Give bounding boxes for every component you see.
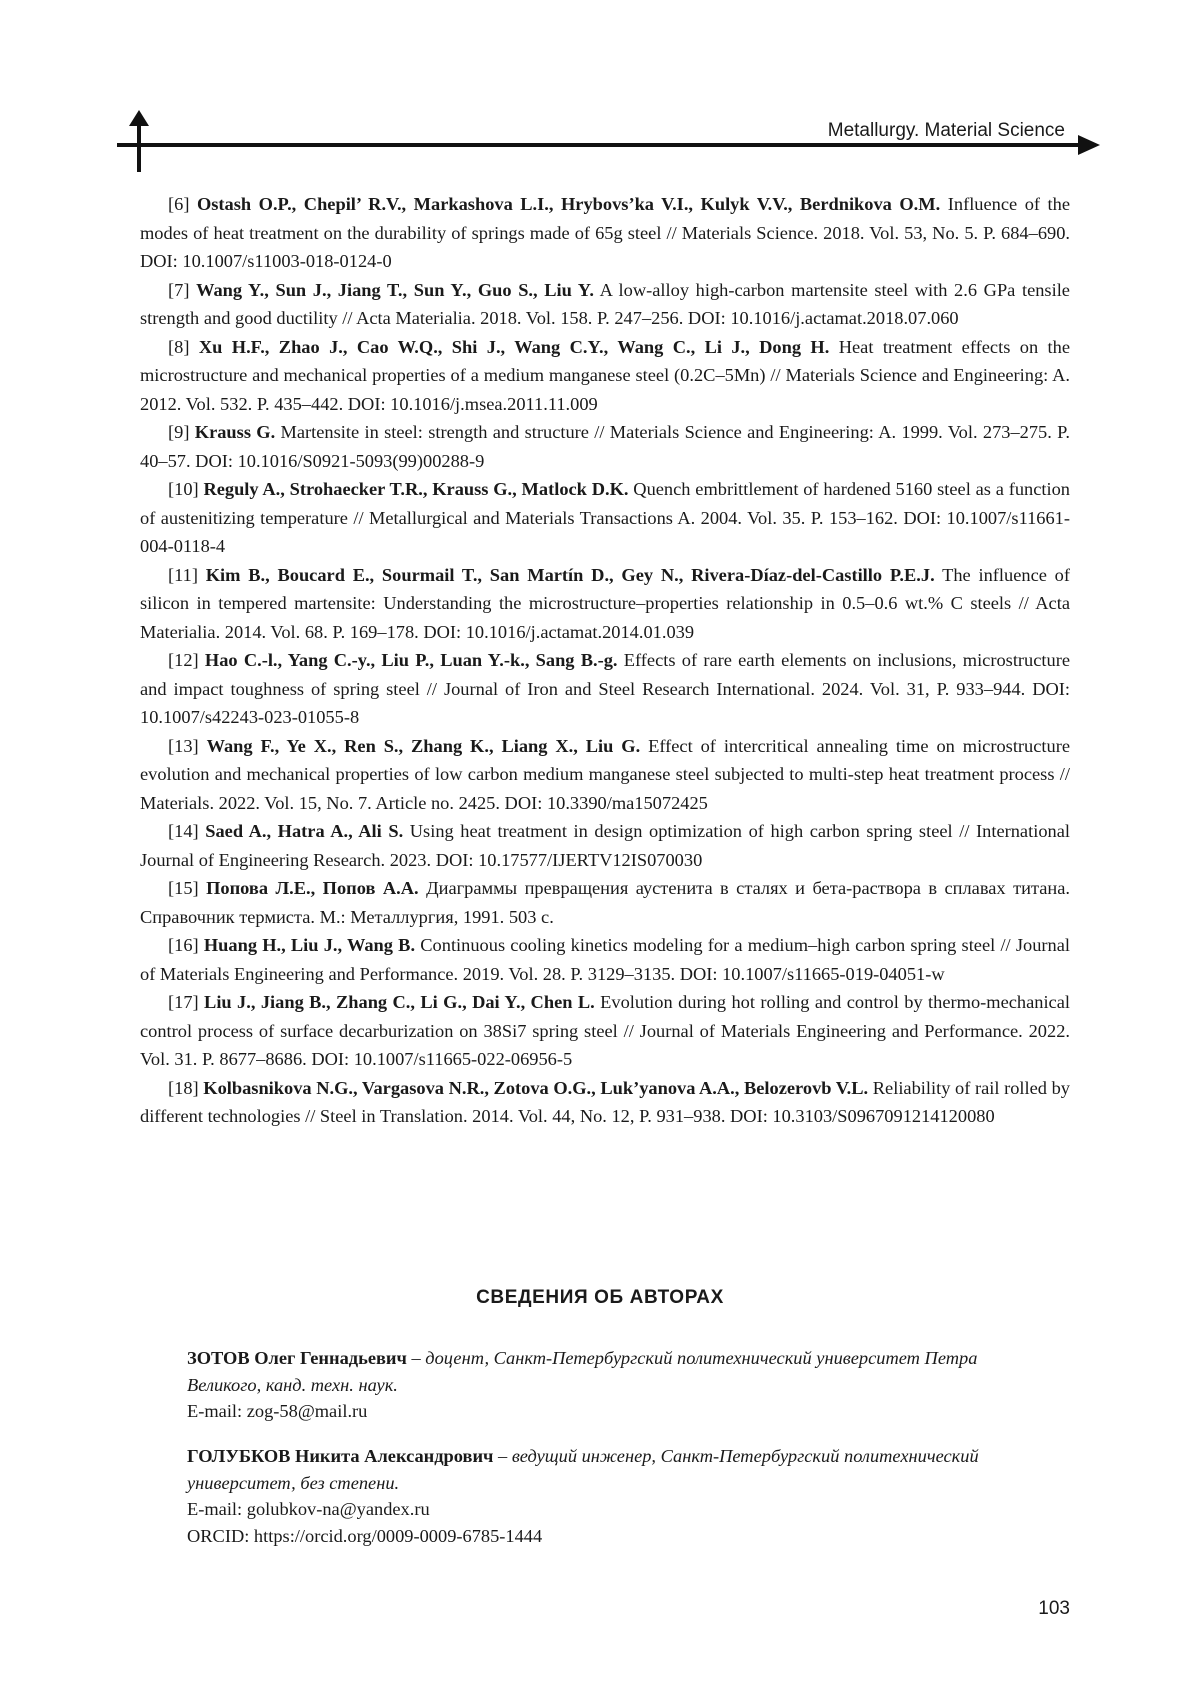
running-header xyxy=(0,0,1200,180)
reference-authors: Reguly A., Strohaecker T.R., Krauss G., Matlock D.K. xyxy=(203,479,628,499)
reference-number: [14] xyxy=(168,821,199,841)
reference-number: [6] xyxy=(168,194,189,214)
author-info xyxy=(187,1345,1047,1425)
reference-number: [11] xyxy=(168,565,198,585)
reference-text: Effects of rare earth elements on inclusions, microstructure and impact toughness of spring steel // Journal of Iron and Steel Research International. 2024. Vol. 31, P. 933–944. DOI: 10.1007/s42243-023-01055-8 xyxy=(140,650,1070,727)
reference-item xyxy=(140,561,1070,647)
reference-authors: Liu J., Jiang B., Zhang C., Li G., Dai Y., Chen L. xyxy=(204,992,595,1012)
reference-authors: Hao C.-l., Yang C.-y., Liu P., Luan Y.-k., Sang B.-g. xyxy=(205,650,618,670)
header-arrow-rule xyxy=(0,0,1200,180)
author-dash: – xyxy=(493,1446,511,1466)
reference-text: Influence of the modes of heat treatment on the durability of springs made of 65g steel // Materials Science. 2018. Vol. 53, No. 5. P. 684–690. DOI: 10.1007/s11003-018-0124-0 xyxy=(140,194,1070,271)
author-email: E-mail: zog-58@mail.ru xyxy=(187,1398,1047,1425)
reference-number: [9] xyxy=(168,422,189,442)
author-name: ЗОТОВ Олег Геннадьевич xyxy=(187,1348,407,1368)
reference-authors: Ostash O.P., Chepil’ R.V., Markashova L.I., Hrybovs’ka V.I., Kulyk V.V., Berdnikova O.M. xyxy=(197,194,940,214)
reference-text: A low-alloy high-carbon martensite steel with 2.6 GPa tensile strength and good ductility // Acta Materialia. 2018. Vol. 158. P. 247–256. DOI: 10.1016/j.actamat.2018.07.060 xyxy=(140,280,1070,329)
reference-item xyxy=(140,475,1070,561)
reference-number: [12] xyxy=(168,650,199,670)
reference-text: Effect of intercritical annealing time on microstructure evolution and mechanical properties of low carbon medium manganese steel subjected to multi-step heat treatment process // Materials. 2022. Vol. 15, No. 7. Article no. 2425. DOI: 10.3390/ma15072425 xyxy=(140,736,1070,813)
reference-item xyxy=(140,874,1070,931)
reference-authors: Xu H.F., Zhao J., Cao W.Q., Shi J., Wang C.Y., Wang C., Li J., Dong H. xyxy=(199,337,829,357)
reference-number: [17] xyxy=(168,992,199,1012)
reference-number: [18] xyxy=(168,1078,199,1098)
author-dash: – xyxy=(407,1348,425,1368)
reference-item xyxy=(140,931,1070,988)
reference-number: [10] xyxy=(168,479,199,499)
reference-text: Quench embrittlement of hardened 5160 steel as a function of austenitizing temperature // Metallurgical and Materials Transactions A. 2004. Vol. 35. P. 153–162. DOI: 10.1007/s11661-004-0118-4 xyxy=(140,479,1070,556)
reference-list xyxy=(140,190,1070,1131)
reference-item xyxy=(140,646,1070,732)
reference-authors: Kim B., Boucard E., Sourmail T., San Martín D., Gey N., Rivera-Díaz-del-Castillo P.E.J. xyxy=(206,565,935,585)
reference-item xyxy=(140,333,1070,419)
reference-item xyxy=(140,988,1070,1074)
authors-section-title: СВЕДЕНИЯ ОБ АВТОРАХ xyxy=(0,1287,1200,1309)
reference-number: [16] xyxy=(168,935,199,955)
reference-text: Martensite in steel: strength and structure // Materials Science and Engineering: A. 1999. Vol. 273–275. P. 40–57. DOI: 10.1016/S0921-5093(99)00288-9 xyxy=(140,422,1070,471)
page-number: 103 xyxy=(1038,1598,1070,1620)
reference-text: The influence of silicon in tempered martensite: Understanding the microstructure–properties relationship in 0.5–0.6 wt.% C steels // Acta Materialia. 2014. Vol. 68. P. 169–178. DOI: 10.1016/j.actamat.2014.01.039 xyxy=(140,565,1070,642)
reference-number: [13] xyxy=(168,736,199,756)
reference-number: [7] xyxy=(168,280,189,300)
journal-section: Metallurgy. Material Science xyxy=(828,120,1065,142)
author-role: доцент, Санкт-Петербургский политехнический университет Петра Великого, канд. техн. наук. xyxy=(187,1348,977,1395)
reference-item xyxy=(140,418,1070,475)
reference-text: Reliability of rail rolled by different technologies // Steel in Translation. 2014. Vol. 44, No. 12, P. 931–938. DOI: 10.3103/S0967091214120080 xyxy=(140,1078,1070,1127)
reference-text: Диаграммы превращения аустенита в сталях и бета-раствора в сплавах титана. Справочник термиста. М.: Металлургия, 1991. 503 с. xyxy=(140,878,1070,927)
reference-text: Heat treatment effects on the microstructure and mechanical properties of a medium manganese steel (0.2C–5Mn) // Materials Science and Engineering: A. 2012. Vol. 532. P. 435–442. DOI: 10.1016/j.msea.2011.11.009 xyxy=(140,337,1070,414)
reference-authors: Huang H., Liu J., Wang B. xyxy=(204,935,415,955)
author-email: E-mail: golubkov-na@yandex.ru xyxy=(187,1496,1047,1523)
author-role: ведущий инженер, Санкт-Петербургский политехнический университет, без степени. xyxy=(187,1446,979,1493)
reference-text: Using heat treatment in design optimization of high carbon spring steel // International Journal of Engineering Research. 2023. DOI: 10.17577/IJERTV12IS070030 xyxy=(140,821,1070,870)
reference-authors: Wang F., Ye X., Ren S., Zhang K., Liang X., Liu G. xyxy=(207,736,641,756)
reference-authors: Krauss G. xyxy=(195,422,275,442)
reference-number: [15] xyxy=(168,878,199,898)
reference-authors: Saed A., Hatra A., Ali S. xyxy=(205,821,403,841)
reference-authors: Kolbasnikova N.G., Vargasova N.R., Zotova O.G., Luk’yanova A.A., Belozerovb V.L. xyxy=(203,1078,868,1098)
reference-item xyxy=(140,732,1070,818)
author-orcid: ORCID: https://orcid.org/0009-0009-6785-1444 xyxy=(187,1523,1047,1550)
reference-item xyxy=(140,817,1070,874)
author-name: ГОЛУБКОВ Никита Александрович xyxy=(187,1446,493,1466)
reference-number: [8] xyxy=(168,337,189,357)
reference-authors: Попова Л.Е., Попов А.А. xyxy=(206,878,419,898)
reference-item xyxy=(140,276,1070,333)
reference-item xyxy=(140,1074,1070,1131)
reference-item xyxy=(140,190,1070,276)
reference-text: Continuous cooling kinetics modeling for a medium–high carbon spring steel // Journal of Materials Engineering and Performance. 2019. Vol. 28. P. 3129–3135. DOI: 10.1007/s11665-019-04051-w xyxy=(140,935,1070,984)
reference-authors: Wang Y., Sun J., Jiang T., Sun Y., Guo S., Liu Y. xyxy=(196,280,594,300)
author-info xyxy=(187,1443,1047,1549)
reference-text: Evolution during hot rolling and control by thermo-mechanical control process of surface decarburization on 38Si7 spring steel // Journal of Materials Engineering and Performance. 2022. Vol. 31. P. 8677–8686. DOI: 10.1007/s11665-022-06956-5 xyxy=(140,992,1070,1069)
